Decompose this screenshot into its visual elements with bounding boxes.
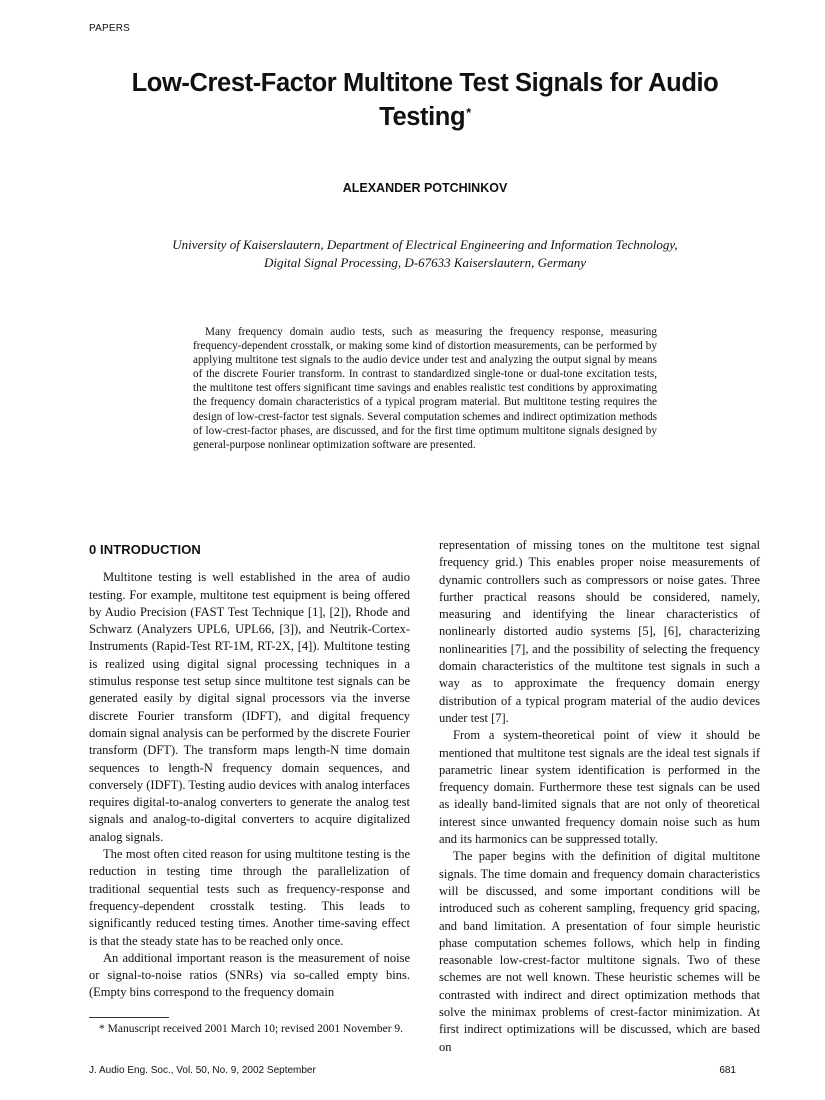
body-paragraph: An additional important reason is the measurement of noise or signal-to-noise ratios (SNRs) via so-called empty bins. (Empty bins correspond to the frequency domain <box>89 950 410 1000</box>
footnote-divider <box>89 1017 169 1018</box>
affiliation <box>120 236 730 272</box>
footnote: * Manuscript received 2001 March 10; revised 2001 November 9. <box>99 1023 404 1035</box>
title-text: Low-Crest-Factor Multitone Test Signals for Audio Testing <box>131 69 719 131</box>
body-paragraph: From a system-theoretical point of view it should be mentioned that multitone test signals are the ideal test signals if parametric linear system identification is performed in the frequency domain. Furthermore these test signals can be used as ideally band-limited signals that are not only of theoretical interest since unwanted frequency domain noise such as hum and its harmonics can be suppressed totally. <box>439 728 760 847</box>
abstract: Many frequency domain audio tests, such as measuring the frequency response, measuring frequency-dependent crosstalk, or making some kind of distortion measurements, can be performed by applying multitone test signals to the audio device under test and analyzing the output signal by means of the discrete Fourier transform. In contrast to standardized single-tone or dual-tone excitation tests, the multitone test offers significant time savings and enables realistic test conditions by approximating the frequency domain characteristics of a typical program material. But multitone testing requires the design of low-crest-factor test signals. Several computation schemes and indirect optimization methods of low-crest-factor phases, are discussed, and for the first time optimum multitone signals designed by general-purpose nonlinear optimization software are presented. <box>193 326 657 451</box>
body-paragraph: Multitone testing is well established in the area of audio testing. For example, multitone test equipment is being offered by Audio Precision (FAST Test Technique [1], [2]), Rhode and Schwarz (Analyzers UPL6, UPL66, [3]), and Neutrik-Cortex-Instruments (Rapid-Test RT-1M, RT-2X, [4]). Multitone testing is realized using digital signal processing techniques in a stimulus response test setup since multitone test signals can be generated easily by digital signal processors via the inverse discrete Fourier transform (IDFT), and digital frequency domain signal analysis can be performed by the discrete Fourier transform (DFT). The transform maps length-N time domain sequences to length-N frequency domain sequences, and conversely (IDFT). Testing audio devices with analog interfaces requires digital-to-analog converters to generate the analog test signals and analog-to-digital converters to acquire digitalized analog signals. <box>89 570 411 844</box>
left-column <box>89 541 410 1002</box>
page-number: 681 <box>719 1065 736 1076</box>
author-name: ALEXANDER POTCHINKOV <box>342 181 508 195</box>
paper-title <box>100 66 750 134</box>
affiliation-line-1: University of Kaiserslautern, Department of Electrical Engineering and Information Technology, <box>172 237 678 252</box>
section-heading-introduction: 0 INTRODUCTION <box>89 542 201 557</box>
journal-citation: J. Audio Eng. Soc., Vol. 50, No. 9, 2002 September <box>89 1065 316 1076</box>
title-footnote-mark: * <box>466 105 471 120</box>
body-paragraph: representation of missing tones on the multitone test signal frequency grid.) This enables proper noise measurements of dynamic controllers such as compressors or noise gates. Three further practical reasons should be considered, namely, measuring and identifying the linear characteristics of nonlinearly distorted audio systems [5], [6], characterizing nonlinearities [7], and the possibility of selecting the frequency domain characteristics of the multitone test signals in such a way as to approximate the frequency domain energy distribution of a typical program material of the audio devices under test [7]. <box>439 538 760 725</box>
section-label: PAPERS <box>89 23 131 34</box>
affiliation-line-2: Digital Signal Processing, D-67633 Kaiserslautern, Germany <box>264 255 586 270</box>
body-paragraph: The most often cited reason for using multitone testing is the reduction in testing time through the parallelization of traditional sequential tests such as frequency-response and frequency-dependent crosstalk testing. This leads to significantly reduced testing times. Another time-saving effect is that the steady state has to be reached only once. <box>89 847 410 948</box>
body-paragraph: The paper begins with the definition of digital multitone signals. The time domain and frequency domain characteristics will be discussed, and some important conditions will be introduced such as coherent sampling, frequency grid spacing, and band limitation. A presentation of four simple heuristic phase computation schemes follows, which help in finding reasonable low-crest-factor multitone signals. Two of these schemes are not well known. These heuristic schemes will be contrasted with indirect and direct optimization methods that solve the minimax problems of crest-factor minimization. At first indirect optimizations will be discussed, which are based on <box>439 849 760 1054</box>
right-column <box>439 537 760 1056</box>
